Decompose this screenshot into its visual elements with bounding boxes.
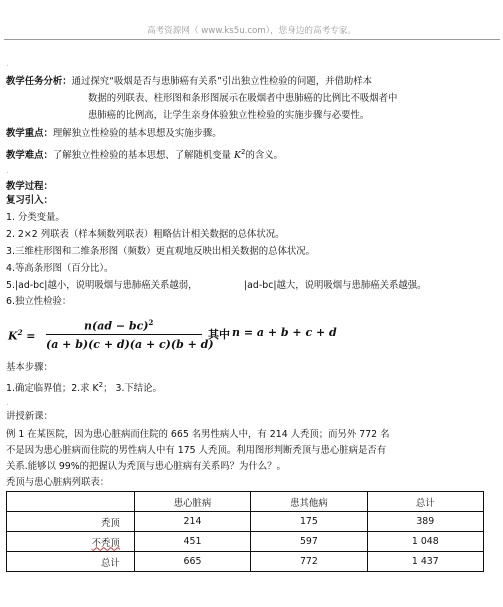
row-label: 总计 (7, 552, 135, 572)
example-line-2: 不是因为患心脏病而住院的男性病人中有 175 人秃顶。利用图形判断秃顶与患心脏病是否有 (6, 445, 387, 456)
formula-lhs: $K^2$ = (8, 328, 36, 343)
table-cell: 1 048 (367, 532, 483, 552)
contingency-table (6, 491, 484, 572)
analysis-label: 教学任务分析： (6, 76, 72, 87)
formula-where: 其中 (208, 328, 230, 341)
table-caption: 秃顶与患心脏病列联表： (6, 477, 110, 488)
empty-paragraph: . (6, 58, 9, 69)
table-cell: 1 437 (367, 552, 483, 572)
table-cell: 389 (367, 512, 483, 532)
formula-sum: n = a + b + c + d (232, 326, 337, 339)
row-label: 不秃顶 (7, 532, 135, 552)
steps-heading: 基本步骤： (6, 362, 53, 373)
fraction-bar (46, 334, 202, 335)
row-label: 秃顶 (7, 512, 135, 532)
example-line-1: 例 1 在某医院，因为患心脏病而住院的 665 名男性病人中，有 214 人秃顶；而另外 772 名 (6, 429, 390, 440)
table-row (7, 532, 484, 552)
difficulty-variable: K (234, 150, 242, 162)
analysis-text: 通过探究“吸烟是否与患肺癌有关系”引出独立性检验的问题，并借助样本 (71, 76, 372, 87)
key-point-label: 教学重点： (6, 128, 53, 139)
difficulty-tail: 的含义。 (245, 150, 284, 162)
header-divider (4, 39, 500, 40)
review-item-6: 6.独立性检验： (6, 296, 72, 307)
empty-paragraph: . (6, 397, 9, 408)
page-header: 高考资源网（ www.ks5u.com），您身边的高考专家。 (146, 26, 356, 36)
table-row (7, 512, 484, 532)
empty-paragraph: . (6, 165, 9, 176)
chi-square-formula (6, 316, 406, 358)
table-cell: 451 (134, 532, 250, 552)
new-lesson-heading: 讲授新课： (6, 411, 53, 422)
process-heading: 教学过程： (6, 181, 53, 192)
analysis-line-2: 数据的列联表、柱形图和条形图展示在吸烟者中患肺癌的比例比不吸烟者中 (88, 93, 398, 104)
table-cell: 597 (251, 532, 367, 552)
formula-numerator: n(ad − bc)$^2$ (84, 318, 154, 333)
difficulty-label: 教学难点： (6, 150, 53, 162)
steps-list: 1.确定临界值；2.求 $K^2$； 3.下结论。 (6, 381, 162, 395)
review-item-4: 4.等高条形图（百分比）。 (6, 263, 114, 274)
table-cell: 772 (251, 552, 367, 572)
key-point-text: 理解独立性检验的基本思想及实施步骤。 (52, 128, 222, 139)
table-header-cell (7, 492, 135, 512)
review-item-2: 2. 2×2 列联表（样本频数列联表）粗略估计相关数据的总体状况。 (6, 229, 285, 240)
analysis-line-1 (6, 75, 372, 89)
analysis-line-3: 患肺癌的比例高，让学生亲身体验独立性检验的实施步骤与必要性。 (88, 110, 370, 121)
table-cell: 665 (134, 552, 250, 572)
formula-denominator: (a + b)(c + d)(a + c)(b + d) (46, 338, 214, 351)
example-line-3: 关系.能够以 99%的把握认为秃顶与患心脏病有关系吗？为什么？。 (6, 461, 286, 472)
table-header-row (7, 492, 484, 512)
table-header-cell: 患心脏病 (134, 492, 250, 512)
difficulty-text: 了解独立性检验的基本思想、了解随机变量 (52, 150, 232, 162)
table-header-cell: 总计 (367, 492, 483, 512)
review-item-5-weak: 5.|ad-bc|越小，说明吸烟与患肺癌关系越弱， (6, 280, 198, 291)
table-cell: 175 (251, 512, 367, 532)
table-cell: 214 (134, 512, 250, 532)
table-row (7, 552, 484, 572)
review-item-5-strong: |ad-bc|越大，说明吸烟与患肺癌关系越强。 (244, 280, 427, 291)
difficulty-line (6, 145, 283, 163)
table-header-cell: 患其他病 (251, 492, 367, 512)
review-item-3: 3.三维柱形图和二维条形图（频数）更直观地反映出相关数据的总体状况。 (6, 246, 315, 257)
review-item-1: 1. 分类变量。 (6, 212, 65, 223)
review-heading: 复习引入： (6, 195, 53, 206)
review-item-5 (6, 279, 427, 293)
key-point-line (6, 127, 222, 141)
difficulty-superscript: 2 (241, 148, 246, 156)
